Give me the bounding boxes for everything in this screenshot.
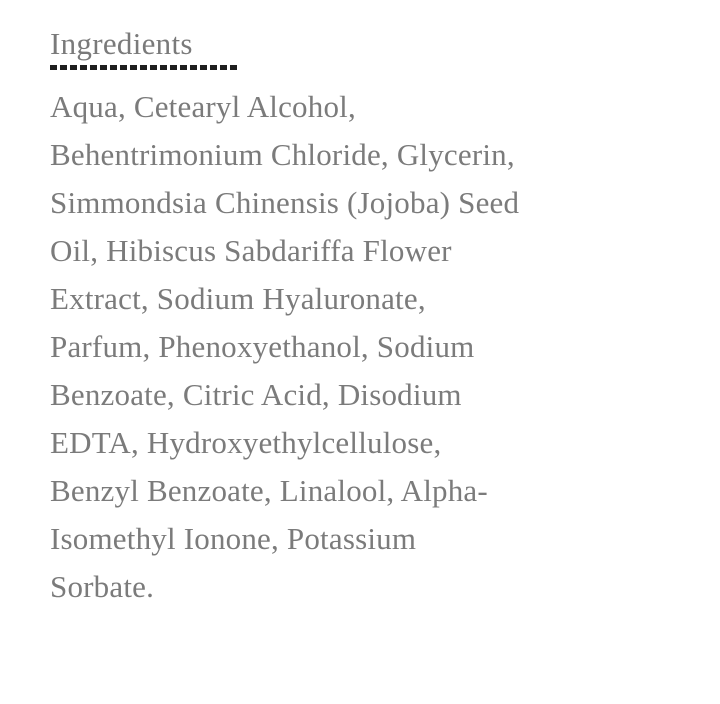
ingredient-text-line: Extract, Sodium Hyaluronate,: [50, 281, 426, 316]
ingredients-section: [50, 26, 670, 611]
ingredient-text-line: Isomethyl Ionone, Potassium: [50, 521, 417, 556]
dashed-divider: [50, 65, 238, 70]
ingredients-heading: Ingredients: [50, 26, 193, 61]
ingredients-text: [50, 83, 670, 611]
ingredient-text-line: Aqua, Cetearyl Alcohol,: [50, 89, 356, 124]
ingredient-text-line: Sorbate.: [50, 569, 155, 604]
ingredient-text-line: Behentrimonium Chloride, Glycerin,: [50, 137, 515, 172]
ingredient-text-line: Parfum, Phenoxyethanol, Sodium: [50, 329, 475, 364]
ingredient-text-line: Oil, Hibiscus Sabdariffa Flower: [50, 233, 452, 268]
ingredient-text-line: Benzyl Benzoate, Linalool, Alpha-: [50, 473, 488, 508]
ingredient-text-line: Simmondsia Chinensis (Jojoba) Seed: [50, 185, 520, 220]
ingredient-text-line: Benzoate, Citric Acid, Disodium: [50, 377, 462, 412]
ingredient-text-line: EDTA, Hydroxyethylcellulose,: [50, 425, 442, 460]
